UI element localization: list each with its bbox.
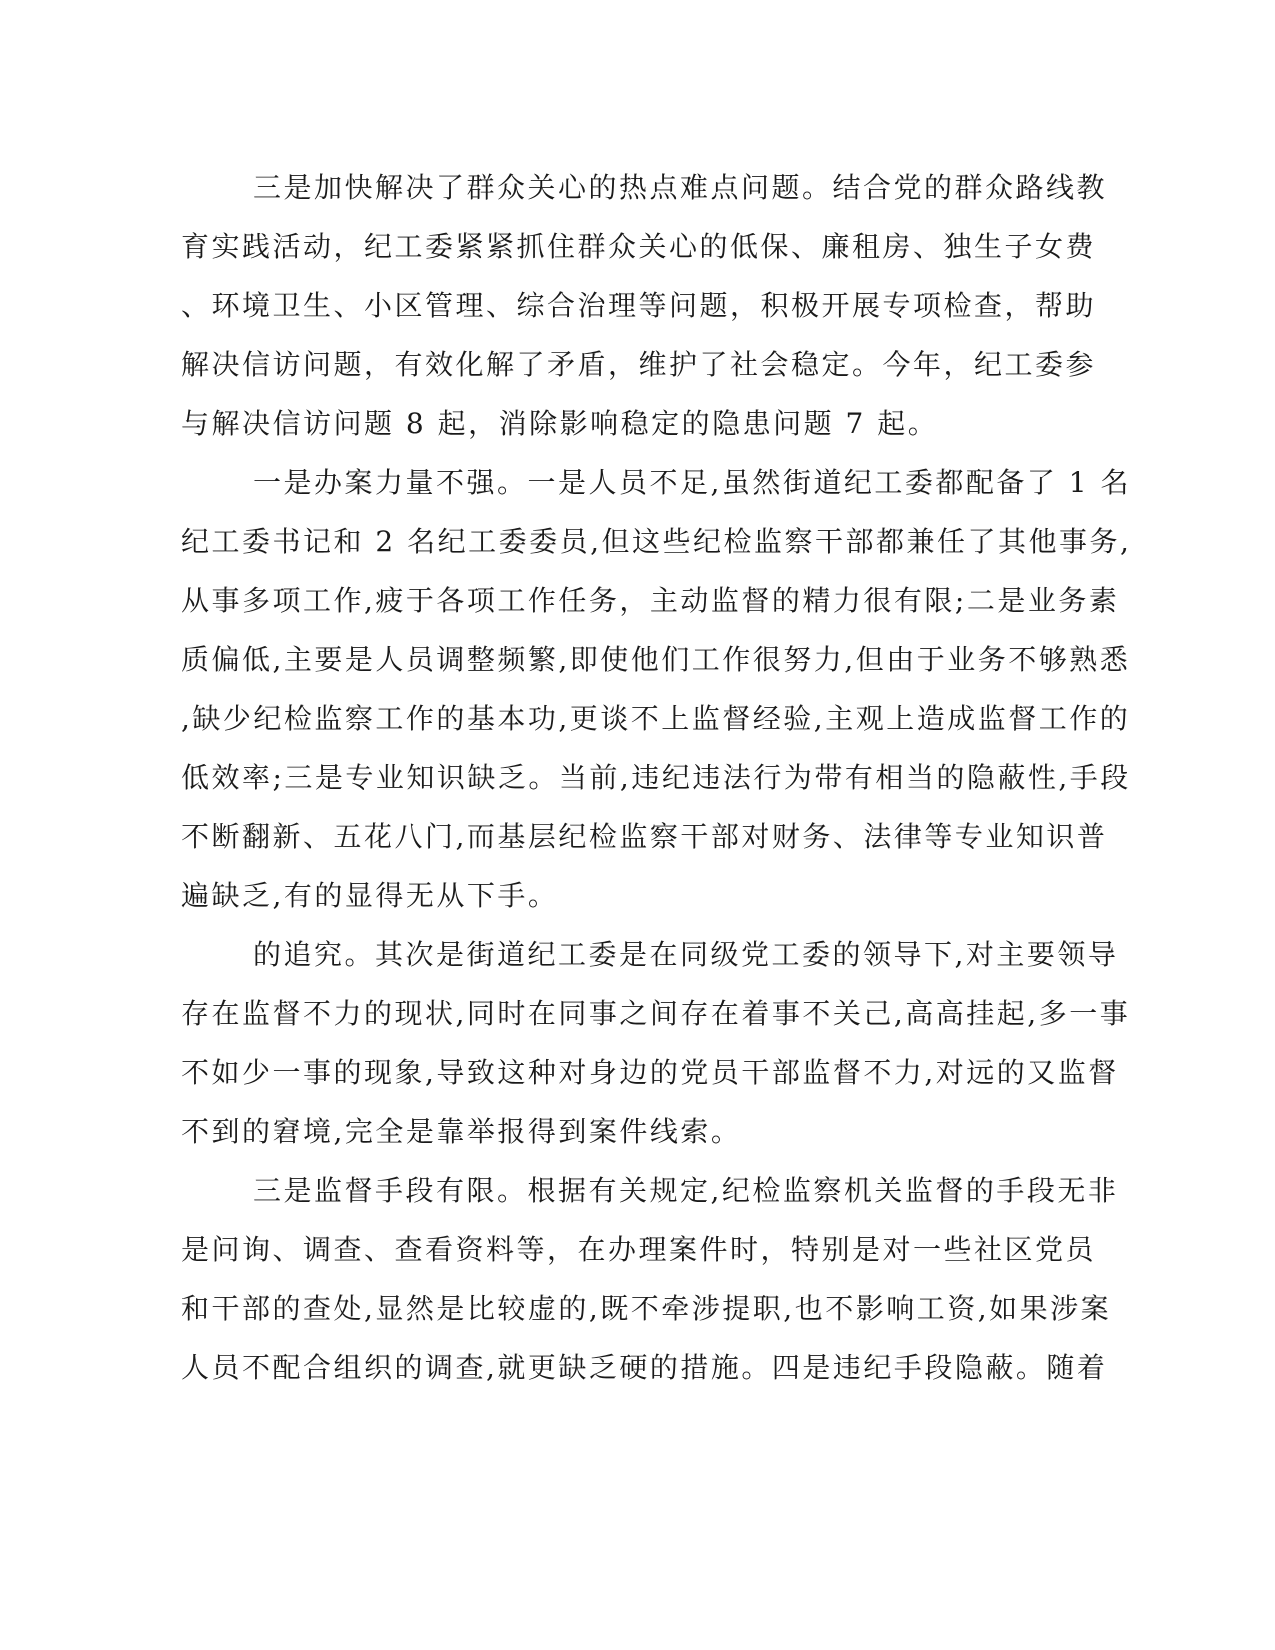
text-line: 解决信访问题，有效化解了矛盾，维护了社会稳定。今年，纪工委参	[181, 348, 1097, 381]
text-line: 纪工委书记和 2 名纪工委委员,但这些纪检监察干部都兼任了其他事务,	[181, 525, 1132, 558]
text-line: 人员不配合组织的调查,就更缺乏硬的措施。四是违纪手段隐蔽。随着	[181, 1351, 1108, 1384]
text-line: 不断翻新、五花八门,而基层纪检监察干部对财务、法律等专业知识普	[181, 820, 1108, 853]
text-line: 一是办案力量不强。一是人员不足,虽然街道纪工委都配备了 1 名	[253, 466, 1132, 499]
text-line: ,缺少纪检监察工作的基本功,更谈不上监督经验,主观上造成监督工作的	[181, 702, 1131, 735]
text-line: 三是加快解决了群众关心的热点难点问题。结合党的群众路线教	[253, 171, 1108, 204]
text-line: 三是监督手段有限。根据有关规定,纪检监察机关监督的手段无非	[253, 1174, 1119, 1207]
text-line: 是问询、调查、查看资料等，在办理案件时，特别是对一些社区党员	[181, 1233, 1097, 1266]
text-line: 存在监督不力的现状,同时在同事之间存在着事不关己,高高挂起,多一事	[181, 997, 1131, 1030]
document-body	[181, 158, 1132, 1397]
text-line: 、环境卫生、小区管理、综合治理等问题，积极开展专项检查，帮助	[181, 289, 1097, 322]
text-line: 与解决信访问题 8 起，消除影响稳定的隐患问题 7 起。	[181, 407, 939, 440]
paragraph-case-handling-capacity	[181, 453, 1132, 925]
text-line: 的追究。其次是街道纪工委是在同级党工委的领导下,对主要领导	[253, 938, 1119, 971]
text-line: 低效率;三是专业知识缺乏。当前,违纪违法行为带有相当的隐蔽性,手段	[181, 761, 1131, 794]
text-line: 从事多项工作,疲于各项工作任务，主动监督的精力很有限;二是业务素	[181, 584, 1120, 617]
text-line: 遍缺乏,有的显得无从下手。	[181, 879, 559, 912]
text-line: 育实践活动，纪工委紧紧抓住群众关心的低保、廉租房、独生子女费	[181, 230, 1097, 263]
paragraph-limited-supervision-means	[181, 1161, 1119, 1397]
text-line: 质偏低,主要是人员调整频繁,即使他们工作很努力,但由于业务不够熟悉	[181, 643, 1131, 676]
text-line: 不到的窘境,完全是靠举报得到案件线索。	[181, 1115, 742, 1148]
text-line: 和干部的查处,显然是比较虚的,既不牵涉提职,也不影响工资,如果涉案	[181, 1292, 1112, 1325]
paragraph-supervision-issues	[181, 925, 1131, 1161]
paragraph-hotspot-issues	[181, 158, 1108, 453]
text-line: 不如少一事的现象,导致这种对身边的党员干部监督不力,对远的又监督	[181, 1056, 1119, 1089]
